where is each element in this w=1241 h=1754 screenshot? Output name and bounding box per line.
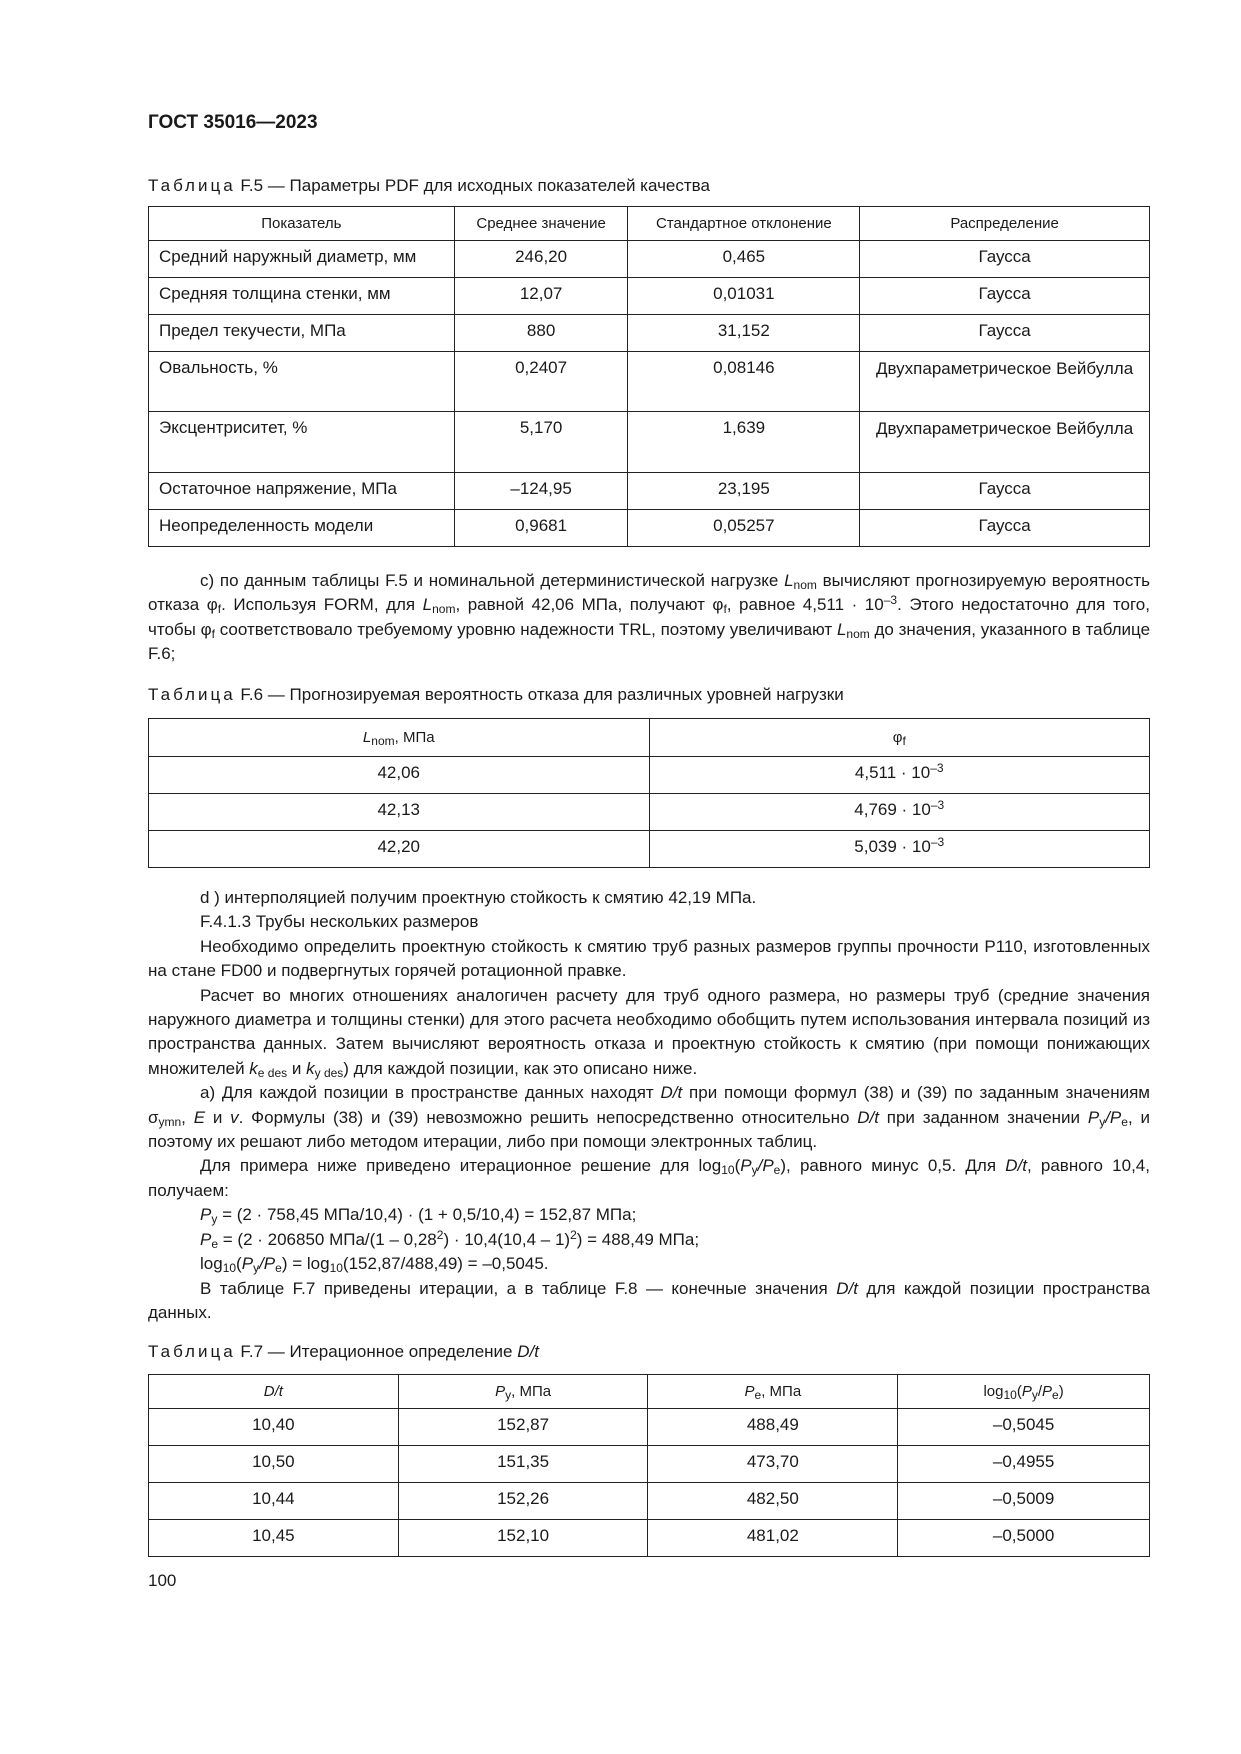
table-cell: Средняя толщина стенки, мм (149, 278, 455, 315)
table-cell: Двухпараметрическое Вейбулла (860, 412, 1150, 473)
column-header: Среднее значение (454, 207, 628, 241)
table-cell: 10,50 (149, 1446, 399, 1483)
table-cell: Овальность, % (149, 352, 455, 412)
page-number: 100 (148, 1571, 177, 1590)
table-cell: Гаусса (860, 473, 1150, 510)
table-row (149, 412, 1150, 473)
table-row (149, 794, 1150, 831)
table-cell: 42,13 (149, 794, 650, 831)
table-cell: Средний наружный диаметр, мм (149, 241, 455, 278)
table-cell: Остаточное напряжение, МПа (149, 473, 455, 510)
table-cell: 246,20 (454, 241, 628, 278)
column-header: $P_y$, МПа (398, 1375, 648, 1409)
paragraph: Необходимо определить проектную стойкость к смятию труб разных размеров группы прочности P110, изготовленных на стане FD00 и подвергнутых горячей ротационной правке. (148, 936, 1150, 981)
body-section (148, 886, 1150, 1325)
table-cell: 23,195 (628, 473, 860, 510)
table-cell: 481,02 (648, 1520, 898, 1557)
table-cell: 0,08146 (628, 352, 860, 412)
table-f5 (148, 206, 1150, 547)
column-header: Стандартное отклонение (628, 207, 860, 241)
table-f7 (148, 1374, 1150, 1557)
table-row (149, 352, 1150, 412)
table-f5-caption: Таблица F.5 — Параметры PDF для исходных показателей качества (148, 176, 710, 195)
column-header: Показатель (149, 207, 455, 241)
table-cell: 42,06 (149, 757, 650, 794)
table-cell: Неопределенность модели (149, 510, 455, 547)
paragraph-a: a) Для каждой позиции в пространстве данных находят D/t при помощи формул (38) и (39) по заданным значениям $\sigma_{ymn}$, E и v. Формулы (38) и (39) невозможно решить непосредственно относительно D/t при заданном значении $P_y/P_e$, и поэтому их решают либо методом итерации, либо при помощи электронных таблиц. (148, 1083, 1150, 1152)
table-row (149, 1446, 1150, 1483)
column-header: $\varphi_f$ (649, 719, 1150, 757)
column-header: $L_{nom}$, МПа (149, 719, 650, 757)
formula-pe: $P_e = (2 \cdot 206850$ $МПа/(1 - 0,28^2) \cdot 10,4(10,4 - 1)^2) = 488,49$ МПа; (200, 1227, 700, 1251)
table-cell: 10,40 (149, 1409, 399, 1446)
table-f7-caption: Таблица F.7 — Итерационное определение D/t (148, 1342, 539, 1361)
table-cell: Гаусса (860, 241, 1150, 278)
table-cell: Гаусса (860, 278, 1150, 315)
table-cell: 10,45 (149, 1520, 399, 1557)
column-header: $\log_{10}(P_y/P_e)$ (898, 1375, 1150, 1409)
table-cell: 880 (454, 315, 628, 352)
section-title: F.4.1.3 Трубы нескольких размеров (200, 912, 479, 932)
table-cell: $4,769 \cdot 10^{-3}$ (649, 794, 1150, 831)
table-row (149, 510, 1150, 547)
paragraph: Для примера ниже приведено итерационное решение для $\log_{10}(P_y/P_e)$, равного минус 0,5. Для D/t, равного 10,4, получаем: (148, 1156, 1150, 1200)
table-cell: 0,01031 (628, 278, 860, 315)
table-cell: 488,49 (648, 1409, 898, 1446)
table-cell: 12,07 (454, 278, 628, 315)
table-cell: $4,511 \cdot 10^{-3}$ (649, 757, 1150, 794)
column-header: D/t (149, 1375, 399, 1409)
table-f6 (148, 718, 1150, 868)
table-cell: 152,26 (398, 1483, 648, 1520)
table-row (149, 1409, 1150, 1446)
table-row (149, 1483, 1150, 1520)
column-header: $P_e$, МПа (648, 1375, 898, 1409)
table-row (149, 757, 1150, 794)
table-cell: Эксцентриситет, % (149, 412, 455, 473)
table-cell: Предел текучести, МПа (149, 315, 455, 352)
table-cell: 482,50 (648, 1483, 898, 1520)
paragraph-c (148, 569, 1150, 667)
table-row (149, 278, 1150, 315)
paragraph: В таблице F.7 приведены итерации, а в таблице F.8 — конечные значения D/t для каждой позиции пространства данных. (148, 1278, 1150, 1322)
table-cell: Гаусса (860, 510, 1150, 547)
table-row (149, 831, 1150, 868)
table-cell: –0,5045 (898, 1409, 1150, 1446)
formula-py: $P_y = (2 \cdot 758,45$ МПа/10,4) · (1 + 0,5/10,4) = 152,87 МПа; (200, 1205, 637, 1227)
table-cell: 151,35 (398, 1446, 648, 1483)
table-cell: –0,4955 (898, 1446, 1150, 1483)
table-cell: 10,44 (149, 1483, 399, 1520)
table-cell: 31,152 (628, 315, 860, 352)
paragraph: Расчет во многих отношениях аналогичен расчету для труб одного размера, но размеры труб (средние значения наружного диаметра и толщины стенки) для этого расчета необходимо обобщить путем использования интервала позиций из пространства данных. Затем вычисляют вероятность отказа и проектную стойкость к смятию (при помощи понижающих множителей $k_{e des}$ и $k_{y des}$) для каждой позиции, как это описано ниже. (148, 985, 1150, 1080)
table-cell: Гаусса (860, 315, 1150, 352)
column-header: Распределение (860, 207, 1150, 241)
table-row (149, 315, 1150, 352)
table-f6-caption: Таблица F.6 — Прогнозируемая вероятность отказа для различных уровней нагрузки (148, 685, 844, 704)
table-cell: 152,87 (398, 1409, 648, 1446)
table-cell: 152,10 (398, 1520, 648, 1557)
table-cell: 0,2407 (454, 352, 628, 412)
table-row (149, 1520, 1150, 1557)
table-row (149, 473, 1150, 510)
table-cell: –124,95 (454, 473, 628, 510)
table-header-row (149, 207, 1150, 241)
table-row (149, 241, 1150, 278)
table-cell: 5,170 (454, 412, 628, 473)
formula-log: $\log_{10}(P_y/P_e) = \log_{10}(152,87/488,49) = -0,5045$. (200, 1254, 549, 1276)
paragraph-d: d ) интерполяцией получим проектную стойкость к смятию 42,19 МПа. (200, 888, 757, 907)
table-cell: 0,9681 (454, 510, 628, 547)
table-cell: –0,5009 (898, 1483, 1150, 1520)
table-cell: Двухпараметрическое Вейбулла (860, 352, 1150, 412)
paragraph: c) по данным таблицы F.5 и номинальной детерминистической нагрузке $L_{nom}$ вычисляют прогнозируемую вероятность отказа $\varphi_f$. Используя FORM, для $L_{nom}$, равной 42,06 МПа, получают $\varphi_f$, равное $4,511 \cdot 10^{-3}$. Этого недостаточно для того, чтобы $\varphi_f$ соответствовало требуемому уровню надежности TRL, поэтому увеличивают $L_{nom}$ до значения, указанного в таблице F.6; (148, 571, 1151, 664)
document-header: ГОСТ 35016—2023 (148, 112, 318, 133)
table-header-row (149, 1375, 1150, 1409)
table-cell: 42,20 (149, 831, 650, 868)
table-cell: –0,5000 (898, 1520, 1150, 1557)
table-cell: 1,639 (628, 412, 860, 473)
table-cell: 0,05257 (628, 510, 860, 547)
table-header-row (149, 719, 1150, 757)
table-cell: $5,039 \cdot 10^{-3}$ (649, 831, 1150, 868)
table-cell: 0,465 (628, 241, 860, 278)
table-cell: 473,70 (648, 1446, 898, 1483)
